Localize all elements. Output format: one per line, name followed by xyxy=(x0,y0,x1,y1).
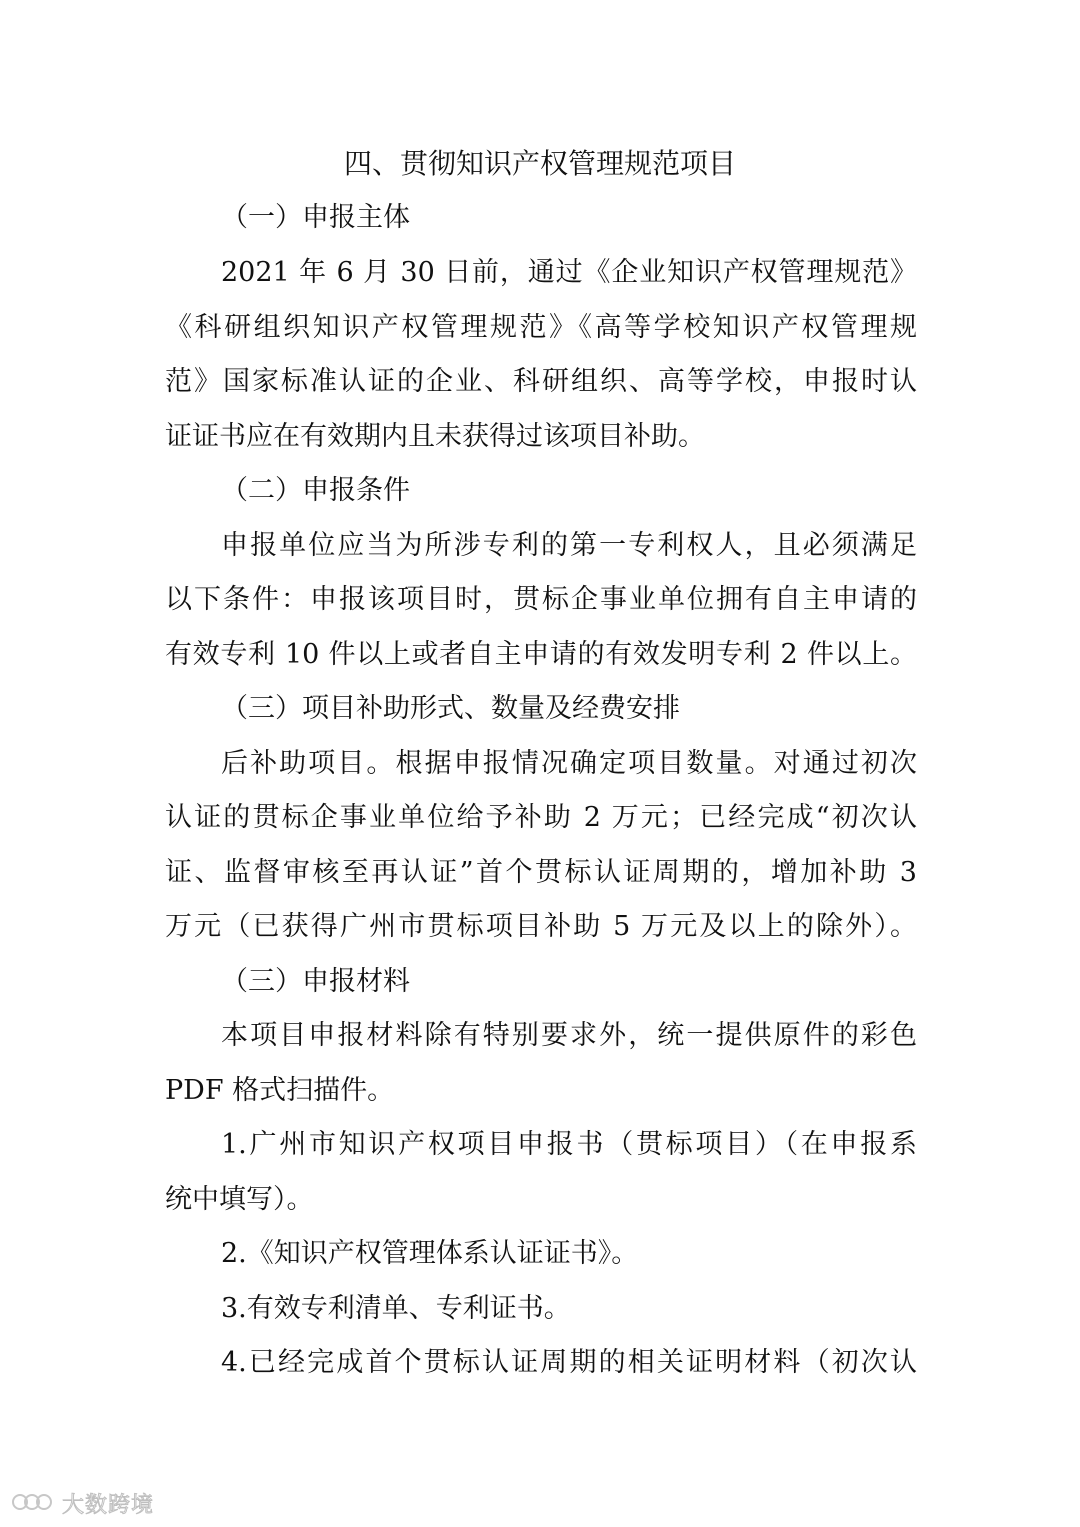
list-item: 1.广州市知识产权项目申报书（贯标项目）（在申报系 xyxy=(221,1129,917,1160)
paragraph-line: 2021 年 6 月 30 日前，通过《企业知识产权管理规范》 xyxy=(221,257,917,288)
watermark xyxy=(12,1488,154,1518)
heading-subsidy: （三）项目补助形式、数量及经费安排 xyxy=(221,693,680,724)
paragraph-line: 证、监督审核至再认证”首个贯标认证周期的，增加补助 3 xyxy=(165,857,917,888)
paragraph-line: 以下条件：申报该项目时，贯标企事业单位拥有自主申请的 xyxy=(165,584,917,615)
paragraph-line: PDF 格式扫描件。 xyxy=(165,1075,395,1106)
paragraph-line: 认证的贯标企事业单位给予补助 2 万元；已经完成“初次认 xyxy=(165,802,917,833)
list-item: 3.有效专利清单、专利证书。 xyxy=(221,1293,571,1324)
list-item: 2.《知识产权管理体系认证证书》。 xyxy=(221,1238,639,1269)
watermark-logo-icon xyxy=(12,1492,56,1514)
paragraph-line: 万元（已获得广州市贯标项目补助 5 万元及以上的除外）。 xyxy=(165,911,917,942)
paragraph-line: 范》国家标准认证的企业、科研组织、高等学校，申报时认 xyxy=(165,366,917,397)
paragraph-line: 证证书应在有效期内且未获得过该项目补助。 xyxy=(165,421,705,452)
paragraph-line: 《科研组织知识产权管理规范》《高等学校知识产权管理规 xyxy=(165,312,917,343)
heading-materials: （三）申报材料 xyxy=(221,966,410,997)
paragraph-line: 本项目申报材料除有特别要求外，统一提供原件的彩色 xyxy=(221,1020,917,1051)
list-item-continuation: 统中填写）。 xyxy=(165,1184,314,1215)
watermark-text: 大数跨境 xyxy=(62,1492,155,1518)
paragraph-line: 申报单位应当为所涉专利的第一专利权人，且必须满足 xyxy=(221,530,917,561)
paragraph-line: 后补助项目。根据申报情况确定项目数量。对通过初次 xyxy=(221,748,917,779)
section-title: 四、贯彻知识产权管理规范项目 xyxy=(343,147,736,180)
list-item: 4.已经完成首个贯标认证周期的相关证明材料（初次认 xyxy=(221,1347,917,1378)
heading-applicant: （一）申报主体 xyxy=(221,202,410,233)
paragraph-line: 有效专利 10 件以上或者自主申请的有效发明专利 2 件以上。 xyxy=(165,639,917,670)
heading-conditions: （二）申报条件 xyxy=(221,475,410,506)
